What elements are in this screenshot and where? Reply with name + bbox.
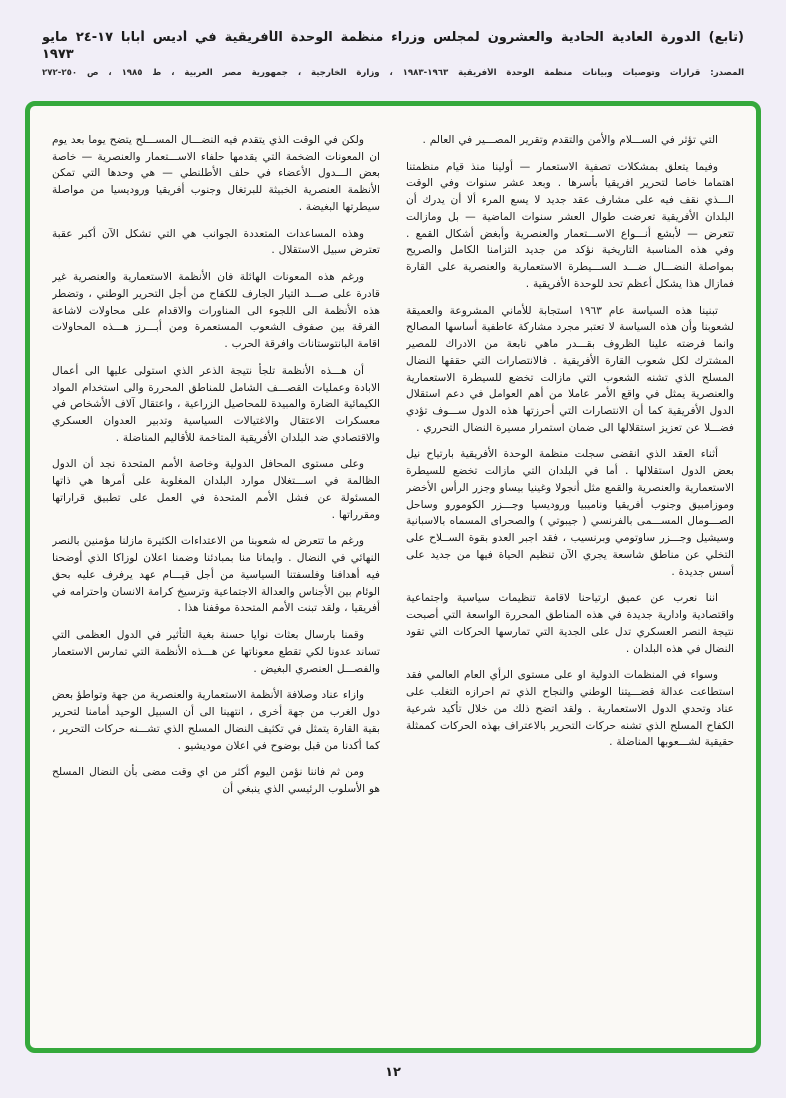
paragraph: وعلى مستوى المحافل الدولية وخاصة الأمم المتحدة نجد أن الدول الظالمة في اســـتغلال موارد البلدان المغلوبة على أمرها هي ذاتها المسئولة عن فشل الأمم المتحدة في العمل على تطبيق قراراتها ومقرراتها . — [52, 458, 380, 521]
paragraph: التي تؤثر في الســـلام والأمن والتقدم وتقرير المصـــير في العالم . — [422, 134, 718, 146]
source-citation: المصدر: قرارات وتوصيات وبيانات منظمة الوحدة الأفريقية ١٩٦٣-١٩٨٣ ، وزارة الخارجية ، جمهورية مصر العربية ، ط ١٩٨٥ ، ص ٢٥٠-٢٧٢ — [42, 68, 744, 78]
paragraph: اننا نعرب عن عميق ارتياحنا لاقامة تنظيمات سياسية واجتماعية واقتصادية وادارية جديدة في هذه المناطق المحررة الواسعة التي أصبحت نتيجة النصر العسكري تدل على الجدية التي تمارسها الحركات التي تقود النضال في هذه البلدان . — [406, 592, 734, 655]
paragraph: أن هـــذه الأنظمة تلجأ نتيجة الذعر الذي استولى عليها الى أعمال الابادة وعمليات القصـــف الشامل للمناطق المحررة والى استخدام المواد الكيمائية الضارة والمبيدة للمحاصيل الزراعية ، واعتقال آلاف الأشخاص في معسكرات الاعتقال والاغتيالات السياسية وتدبير العدوان العسكري والاقتصادي ضد البلدان الأفريقية المتاخمة للأقاليم المناضلة . — [52, 364, 380, 444]
document-header — [42, 30, 744, 78]
paragraph: أثناء العقد الذي انقضى سجلت منظمة الوحدة الأفريقية بارتياح نيل بعض الدول استقلالها . أما في البلدان التي مازالت تخضع للسيطرة الاستعمارية والعنصرية والقمع مثل أنجولا وغينيا بيساو وجزر الرأس الأخضر وموزامبيق وجنوب أفريقيا وناميبيا وروديسيا وجـــزر الكومورو وساحل الصـــومال المســـمى بالفرنسي ( جيبوتي ) والصحراى المسماه بالاسبانية وسيشيل وجـــزر ساوتومي وبرنسيب ، فقد اجبر العدو بقوة الســلاح على التخلي عن مناطق شاسعة يجري الآن تنظيم الحياة فيها من جديد على أسس جديدة . — [406, 448, 734, 578]
paragraph: وازاء عناد وصلافة الأنظمة الاستعمارية والعنصرية من جهة وتواطؤ بعض دول الغرب من جهة أخرى ، انتهينا الى أن السبيل الوحيد أمامنا لتحرير بقية القارة يتمثل في تكثيف النضال المسلح الذي تشـــنه حركات التحرير ، كما أكدنا من قبل بوضوح في اعلان موديشيو . — [52, 689, 380, 752]
page-title-year: ١٩٧٣ — [42, 47, 74, 62]
page-number: ١٢ — [385, 1065, 401, 1080]
paragraph: وفيما يتعلق بمشكلات تصفية الاستعمار — أولينا منذ قيام منظمتنا اهتماما خاصا لتحرير افريقيا بأسرها . وبعد عشر سنوات وفي الوقت الـــذي نقف فيه على مشارف عقد جديد لا يسع المرء ألا أن يدرك أن البلدان الأفريقية تعرضت طوال العشر سنوات الماضية — بل ومازالت تتعرض — لأبشع أنـــواع الاســـتعمار والعنصرية وأبغض أشكال القمع . وفي هذه المناسبة التاريخية نؤكد من جديد التزامنا الكامل والصريح بمواصلة النضـــال ضـــد الســـيطرة الاستعمارية والعنصرية على القارة فمازال هذا يشكل أعظم تحد للوحدة الأفريقية . — [406, 160, 734, 290]
green-border-frame — [25, 101, 761, 1053]
paragraph: ورغم ما تتعرض له شعوبنا من الاعتداءات الكثيرة مازلنا مؤمنين بالنصر النهائي في النضال . وايمانا منا بمبادئنا وضمنا اعلان لوزاكا الذي أوضحنا فيه أهدافنا وفلسفتنا السياسية من أجل قيـــام عهد يرفرف عليه بحق الوئام بين الأجناس والعدالة الاجتماعية وترسيخ كرامة الانسان واحترامه في أفريقيا ، ولقد تبنت الأمم المتحدة موقفنا هذا . — [52, 535, 380, 615]
paragraph: وهذه المساعدات المتعددة الجوانب هي التي تشكل الآن أكبر عقبة تعترض سبيل الاستقلال . — [52, 227, 380, 257]
paragraph: ولكن في الوقت الذي يتقدم فيه النضـــال المســـلح يتضح يوما بعد يوم ان المعونات الضخمة التي يقدمها حلفاء الاســـتعمار والعنصرية — خاصة بعض الـــدول الأعضاء في حلف الأطلنطي — هي وحدها التي تمكن الأنظمة العنصرية الخبيثة للبرتغال وجنوب أفريقيا وروديسيا من مواصلة سيطرتها البغيضة . — [52, 134, 380, 213]
paragraph: ومن ثم فاننا نؤمن اليوم أكثر من اي وقت مضى بأن النضال المسلح هو الأسلوب الرئيسي الذي ينبغي أن — [52, 766, 380, 795]
text-column-right — [406, 132, 734, 1028]
paragraph: وسواء في المنظمات الدولية او على مستوى الرأي العام العالمي فقد استطاعت عدالة قضـــيتنا الوطني والنجاح الذي تم احرازه التغلب على عناد وتحدي الدول الاستعمارية . ولقد اتضح ذلك من خلال تأكيد شرعية الكفاح المسلح الذي تشنه حركات التحرير بالاعتراف بهذه الحركات كممثلة حقيقية لشـــعوبها المناضلة . — [406, 669, 734, 749]
text-columns — [30, 106, 756, 1048]
paragraph: وقمنا بارسال بعثات نوايا حسنة بغية التأثير في الدول العظمى التي تساند عدونا لكي تقطع معوناتها عن هـــذه الأنظمة التي تمارس الاستعمار والفصـــل العنصري البغيض . — [52, 629, 380, 675]
paragraph: تبنينا هذه السياسة عام ١٩٦٣ استجابة للأماني المشروعة والعميقة لشعوبنا وأن هذه السياسة لا تعتبر مجرد مشاركة عاطفية أساسها المصالح وانما فرضته علينا الظروف بقـــدر ماهي نابعة من الادراك للمصير المشترك لكل شعوب القارة الأفريقية . فالانتصارات التي حققها النضال المسلح الذي تشنه الشعوب التي مازالت تخضع للسيطرة الاستعمارية والعنصرية يمثل في واقع الأمر عاملا من أهم العوامل في دعم استقلال الدول الأفريقية كما أن الانتصارات التي أحرزتها هذه الدول ســـوف تؤدي فضـــلا عن تعزيز استقلالها الى ضمان استمرار مسيرة النضال التحرري . — [406, 304, 734, 434]
paragraph: ورغم هذه المعونات الهائلة فان الأنظمة الاستعمارية والعنصرية غير قادرة على صـــد التيار الجارف للكفاح من أجل التحرير الوطني ، وتضطر هذه الأنظمة الى اللجوء الى المناورات والاقدام على محاولات لاشاعة الفرقة بين صفوف الشعوب المستعمرة ومن أبـــرز هـــذه المحاولات اقامة البانتوستانات وافرقة الحرب . — [52, 271, 380, 351]
page-title: (تابع) الدورة العادية الحادية والعشرون لمجلس وزراء منظمة الوحدة الأفريقية في أديس أبابا ١٧-٢٤ مايو — [42, 30, 744, 45]
text-column-left — [52, 132, 380, 1028]
